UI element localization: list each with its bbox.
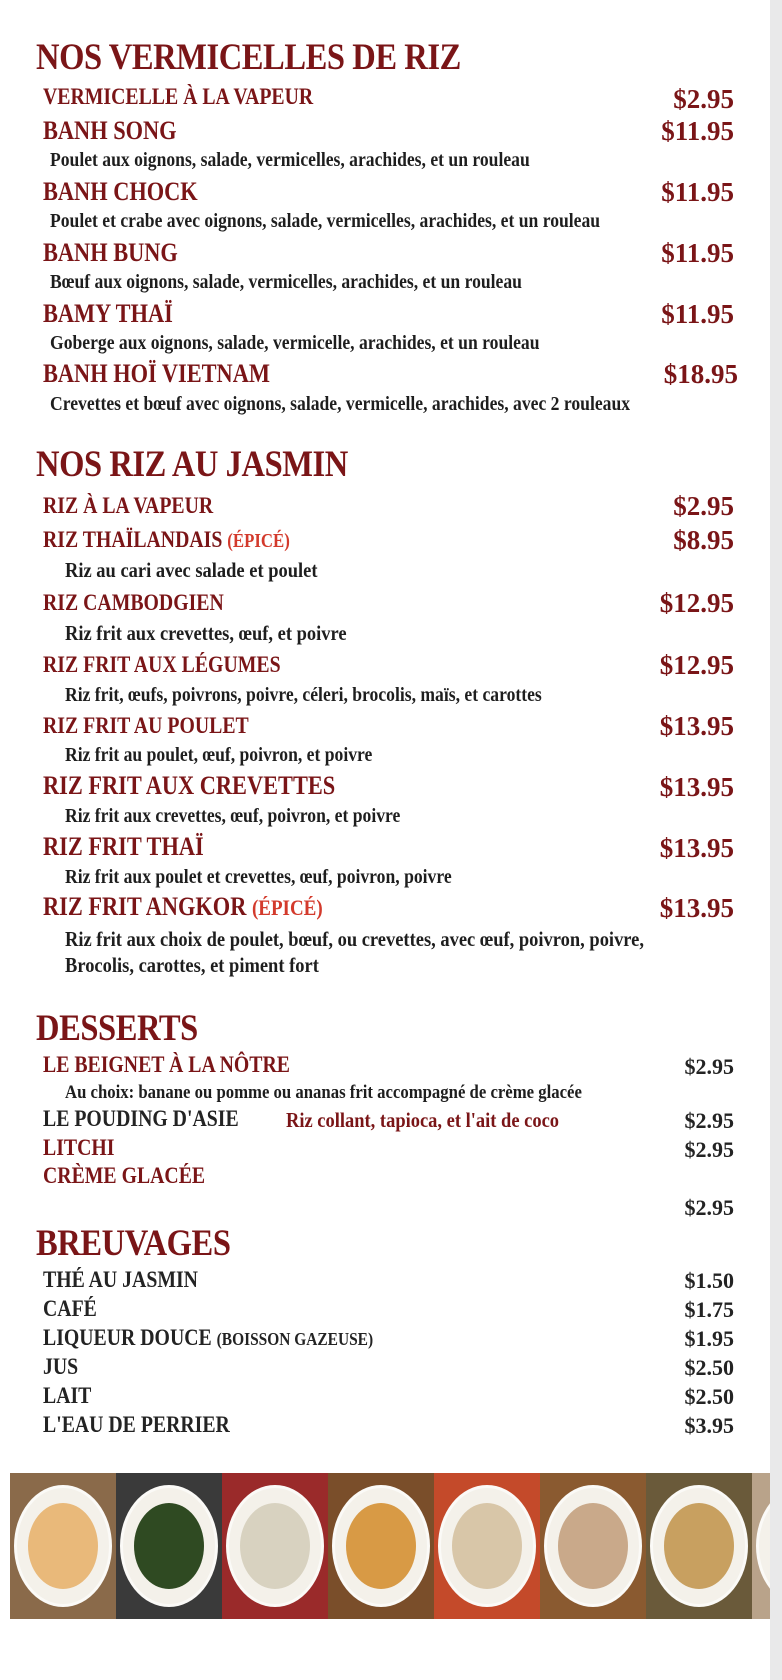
section-title-desserts: DESSERTS (36, 1008, 198, 1049)
menu-item-name: RIZ FRIT AU POULET (43, 713, 249, 738)
menu-item-price: $13.95 (659, 893, 734, 923)
menu-item-description: Crevettes et bœuf avec oignons, salade, vermicelle, arachides, avec 2 rouleaux (50, 393, 631, 415)
menu-item-price: $18.95 (663, 359, 738, 389)
scrollbar[interactable] (770, 0, 782, 1680)
spicy-tag: (ÉPICÉ) (227, 531, 290, 552)
menu-item-price: $2.95 (684, 1137, 734, 1162)
menu-item-price: $13.95 (659, 772, 734, 802)
menu-item-price: $12.95 (659, 650, 734, 680)
menu-item-price: $11.95 (661, 299, 734, 329)
menu-item-name: CRÈME GLACÉE (43, 1163, 206, 1188)
food-photo-strip (10, 1473, 770, 1619)
menu-item-name: LE POUDING D'ASIE (43, 1106, 239, 1131)
menu-item-price: $13.95 (659, 711, 734, 741)
menu-item-name (43, 1325, 373, 1351)
menu-item-price: $1.50 (684, 1268, 734, 1293)
menu-item-description: Riz frit aux crevettes, œuf, poivron, et poivre (65, 805, 401, 827)
food-photo-vermicelli-salad (434, 1473, 540, 1619)
menu-item-label: LIQUEUR DOUCE (43, 1325, 212, 1350)
menu-item-name: BANH SONG (43, 116, 177, 145)
menu-item-price: $2.95 (673, 84, 734, 114)
menu-item-name: LE BEIGNET À LA NÔTRE (43, 1052, 290, 1077)
menu-item-name: LAIT (43, 1383, 92, 1408)
menu-item-price: $1.75 (684, 1297, 734, 1322)
spicy-tag: (ÉPICÉ) (251, 895, 323, 920)
food (664, 1503, 734, 1589)
food-photo-spring-rolls (646, 1473, 752, 1619)
food-photo-rice-soup (222, 1473, 328, 1619)
menu-item-price: $11.95 (661, 116, 734, 146)
menu-item-name: BANH CHOCK (43, 177, 198, 206)
section-title-vermicelles: NOS VERMICELLES DE RIZ (36, 37, 461, 78)
section-title-riz: NOS RIZ AU JASMIN (36, 444, 348, 485)
menu-item-description: Poulet aux oignons, salade, vermicelles, arachides, et un rouleau (50, 149, 530, 171)
menu-item-description: Riz collant, tapioca, et l'ait de coco (286, 1108, 560, 1132)
menu-item-name: CAFÉ (43, 1296, 97, 1321)
menu-item-name: LITCHI (43, 1135, 115, 1160)
food-photo-extra (752, 1473, 770, 1619)
menu-item-name (43, 527, 290, 553)
menu-item-name: RIZ À LA VAPEUR (43, 493, 214, 518)
menu-item-description-line2: Brocolis, carottes, et piment fort (65, 953, 319, 977)
food-photo-fried-greens (116, 1473, 222, 1619)
food (28, 1503, 98, 1589)
food-photo-curry-soup (328, 1473, 434, 1619)
food (452, 1503, 522, 1589)
menu-item-price: $11.95 (661, 177, 734, 207)
menu-item-price: $11.95 (661, 238, 734, 268)
food (346, 1503, 416, 1589)
food (558, 1503, 628, 1589)
menu-item-price: $2.95 (684, 1108, 734, 1133)
menu-item-price: $2.50 (684, 1355, 734, 1380)
menu-item-price: $8.95 (673, 525, 734, 555)
menu-item-name: BANH BUNG (43, 238, 178, 267)
menu-item-description: Au choix: banane ou pomme ou ananas frit accompagné de crème glacée (65, 1082, 582, 1103)
food-photo-rice-plate (540, 1473, 646, 1619)
menu-item-price: $12.95 (659, 588, 734, 618)
menu-item-name: BANH HOÏ VIETNAM (43, 359, 270, 388)
menu-item-description: Riz frit aux choix de poulet, bœuf, ou crevettes, avec œuf, poivron, poivre, (65, 927, 644, 951)
menu-item-price: $13.95 (659, 833, 734, 863)
menu-item-name: JUS (43, 1354, 79, 1379)
plate (756, 1485, 770, 1607)
menu-item-price: $2.95 (673, 491, 734, 521)
food (240, 1503, 310, 1589)
food-photo-fried-wontons (10, 1473, 116, 1619)
food (134, 1503, 204, 1589)
menu-item-name: BAMY THAÏ (43, 299, 173, 328)
menu-item-description: Poulet et crabe avec oignons, salade, vermicelles, arachides, et un rouleau (50, 210, 601, 232)
menu-item-description: Riz frit aux poulet et crevettes, œuf, poivron, poivre (65, 866, 452, 888)
section-title-breuvages: BREUVAGES (36, 1223, 231, 1264)
menu-item-description: Goberge aux oignons, salade, vermicelle, arachides, et un rouleau (50, 332, 540, 354)
menu-item-price: $1.95 (684, 1326, 734, 1351)
menu-item-name: RIZ FRIT AUX CREVETTES (43, 771, 336, 800)
menu-item-name: L'EAU DE PERRIER (43, 1412, 230, 1437)
menu-item-description: Bœuf aux oignons, salade, vermicelles, arachides, et un rouleau (50, 271, 522, 293)
menu-item-name: RIZ CAMBODGIEN (43, 590, 224, 615)
menu-item-description: Riz frit aux crevettes, œuf, et poivre (65, 621, 347, 645)
menu-item-price: $3.95 (684, 1413, 734, 1438)
menu-item-label: RIZ FRIT ANGKOR (43, 892, 247, 921)
menu-item-description: Riz au cari avec salade et poulet (65, 558, 318, 582)
menu-item-note: (BOISSON GAZEUSE) (216, 1329, 374, 1349)
menu-item-name: RIZ FRIT THAÏ (43, 832, 204, 861)
menu-item-label: RIZ THAÏLANDAIS (43, 527, 223, 552)
menu-item-price: $2.95 (684, 1195, 734, 1220)
menu-item-price: $2.50 (684, 1384, 734, 1409)
menu-item-description: Riz frit, œufs, poivrons, poivre, céleri, brocolis, maïs, et carottes (65, 684, 542, 706)
menu-item-name: THÉ AU JASMIN (43, 1267, 198, 1292)
menu-item-description: Riz frit au poulet, œuf, poivron, et poivre (65, 744, 373, 766)
menu-item-price: $2.95 (684, 1054, 734, 1079)
menu-item-name: RIZ FRIT AUX LÉGUMES (43, 652, 281, 677)
menu-item-name (43, 892, 323, 922)
menu-item-name: VERMICELLE À LA VAPEUR (43, 84, 314, 109)
